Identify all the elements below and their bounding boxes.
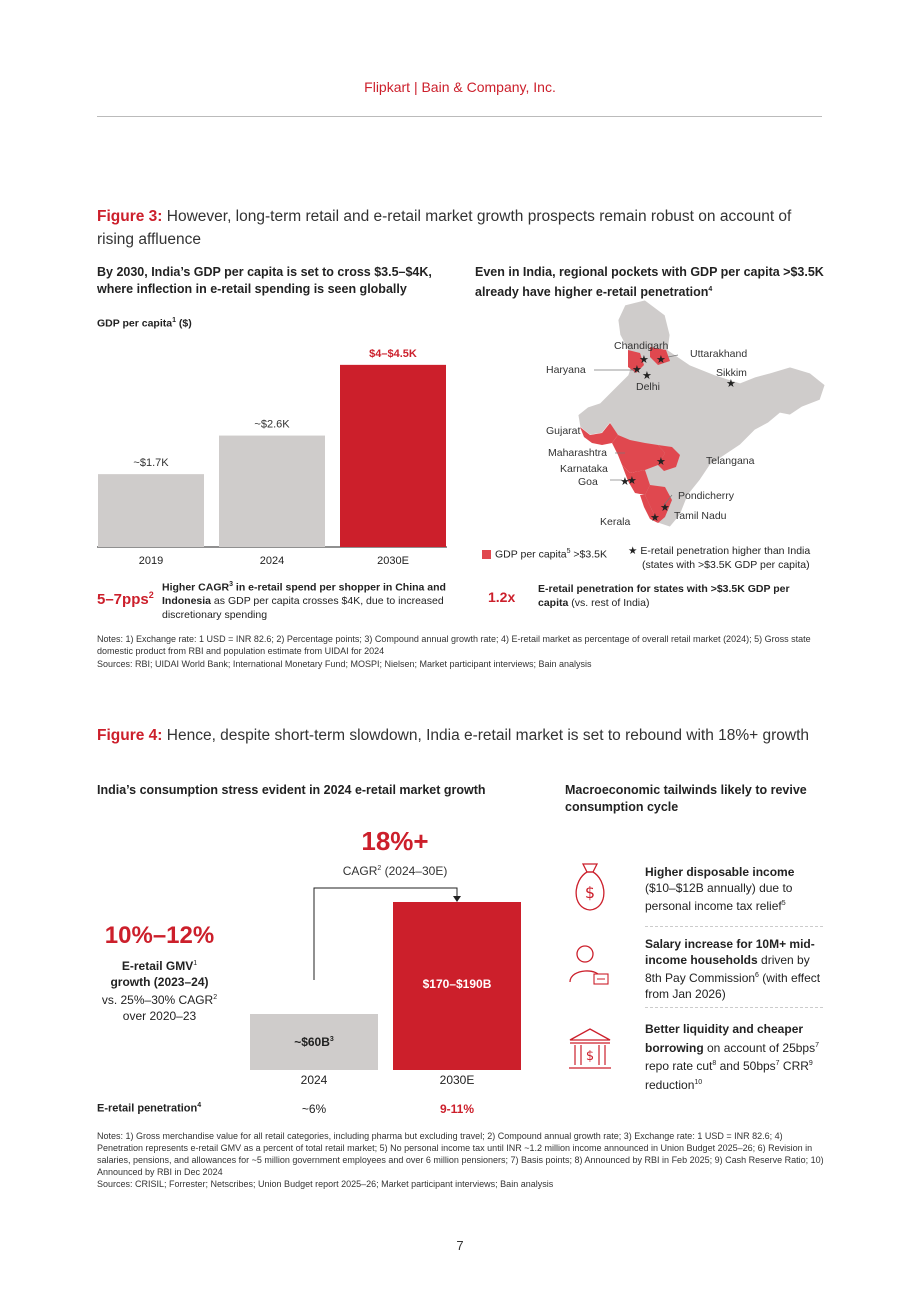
label-delhi: Delhi — [636, 381, 660, 393]
gmv-category-label: 2024 — [300, 1073, 328, 1085]
gdp-bar-label: ~$1.7K — [133, 457, 169, 470]
svg-text:$: $ — [585, 1049, 595, 1064]
svg-text:$: $ — [584, 883, 596, 902]
cagr-callout-bold2: in e-retail spend per shopper in China and Indonesia — [162, 581, 446, 607]
cagr-callout-bold: Higher CAGR — [162, 581, 230, 594]
tailwind-liquidity-rest2: repo rate cut — [645, 1059, 713, 1073]
gmv-bar-label-sup: 3 — [329, 1036, 334, 1043]
gdp-category-label: 2024 — [259, 555, 285, 567]
gdp-axis-label-sup: 1 — [172, 317, 176, 324]
figure3-sources: Sources: RBI; UIDAI World Bank; International Monetary Fund; MOSPI; Nielsen; Market participant interviews; Bain analysis — [97, 659, 592, 669]
penetration-label-sup: 4 — [197, 1102, 202, 1109]
tailwind-salary — [645, 937, 825, 1002]
person-salary-icon — [568, 942, 614, 988]
figure3-title-text: However, long-term retail and e-retail market growth prospects remain robust on account of rising affluence — [97, 208, 792, 248]
figure4-title-text: Hence, despite short-term slowdown, India e-retail market is set to rebound with 18%+ growth — [166, 727, 810, 744]
legend-star-text: E-retail penetration higher than India (states with >$3.5K GDP per capita) — [640, 545, 811, 571]
tailwind-liquidity-rest5: reduction — [645, 1077, 695, 1092]
figure3-label: Figure 3: — [97, 208, 163, 225]
cagr-callout-value — [97, 590, 154, 608]
map-callout-value: 1.2x — [488, 589, 516, 605]
figure4-notes: Notes: 1) Gross merchandise value for all retail categories, including pharma but excluding travel; 2) Compound annual growth rate; 3) Exchange rate: 1 USD = INR 82.6; 4) Penetration represents e-retail GMV as a percent of total retail market; 5) No personal income tax until INR ~1.2 million income announced in Union Budget 2025–26; 6) Revision in salaries, pensions, and allowances for ~5 million government employees and over 6 million pensioners; 7) Basis points; 8) Announced by RBI in Feb 2025; 9) Cash Reserve Ratio; 10) Announced by RBI in Dec 2024 — [97, 1131, 824, 1177]
figure3-right-heading-sup: 4 — [708, 286, 713, 293]
tailwind-liquidity-sup: 7 — [815, 1041, 819, 1049]
cagr-callout-sup: 2 — [148, 590, 154, 600]
tailwind-liquidity-rest3: and 50bps — [716, 1059, 776, 1073]
gdp-bar-label: ~$2.6K — [254, 418, 290, 431]
star-goa: ★ — [627, 474, 637, 487]
growth-label-3-sup: 2 — [213, 994, 218, 1001]
cagr-value: 18%+ — [361, 826, 429, 856]
tailwind-divider-1 — [645, 926, 823, 927]
page-number: 7 — [456, 1238, 464, 1253]
gdp-bar — [219, 436, 325, 547]
tailwind-salary-rest: driven by 8th Pay Commission — [645, 952, 810, 985]
header-divider — [97, 116, 822, 117]
tailwind-income-sup: 5 — [781, 900, 786, 907]
penetration-label-text: E-retail penetration — [97, 1102, 198, 1115]
legend-gdp-swatch — [482, 550, 491, 559]
growth-label-1-sup: 1 — [193, 960, 198, 967]
penetration-2024: ~6% — [301, 1102, 327, 1116]
label-karnataka: Karnataka — [560, 463, 608, 475]
gmv-bar-label: $170–$190B — [422, 977, 492, 991]
tailwind-liquidity-rest4: CRR — [779, 1059, 809, 1073]
cagr-callout-rest: as GDP per capita crosses $4K, due to increased discretionary spending — [162, 595, 444, 621]
star-tamil-nadu: ★ — [650, 511, 660, 524]
tailwind-income-bold: Higher disposable income — [645, 865, 795, 879]
legend-star — [628, 545, 828, 572]
tailwind-liquidity — [645, 1022, 825, 1093]
cagr-label-period: (2024–30E) — [381, 864, 448, 878]
legend-star-icon: ★ — [628, 545, 641, 557]
india-map — [540, 295, 830, 545]
figure3-title — [97, 205, 827, 251]
legend-gdp-rest: >$3.5K — [570, 548, 607, 561]
figure3-right-heading-text: Even in India, regional pockets with GDP per capita >$3.5K already have higher e-retail penetration — [475, 265, 824, 300]
figure4-label: Figure 4: — [97, 727, 163, 744]
growth-label-4: over 2020–23 — [122, 1008, 197, 1023]
penetration-2030: 9-11% — [439, 1102, 475, 1116]
label-maharashtra: Maharashtra — [548, 447, 607, 459]
tailwind-liquidity-rest: on account of 25bps — [703, 1040, 816, 1055]
gmv-bar-label: $\sim\$60B^3$ — [294, 1035, 334, 1049]
tailwind-income — [645, 865, 825, 915]
label-kerala: Kerala — [600, 516, 631, 528]
growth-label — [97, 956, 222, 1024]
tailwind-income-rest: ($10–$12B annually) due to personal income tax relief — [645, 880, 793, 913]
label-goa: Goa — [578, 476, 598, 488]
cagr-arrow — [453, 896, 461, 902]
figure4-title — [97, 724, 827, 747]
growth-label-1: E-retail GMV — [121, 959, 194, 973]
legend-gdp — [482, 545, 632, 562]
figure4-left-heading: India’s consumption stress evident in 2024 e-retail market growth — [97, 783, 486, 797]
map-callout-text — [538, 583, 820, 610]
cagr-callout-bold-sup: 3 — [229, 581, 233, 588]
label-haryana: Haryana — [546, 364, 586, 376]
gdp-bar — [98, 474, 204, 547]
label-sikkim: Sikkim — [716, 367, 747, 379]
gmv-category-label: 2030E — [439, 1073, 475, 1085]
gdp-bar-label: $4–$4.5K — [369, 347, 417, 360]
growth-value: 10%–12% — [104, 922, 215, 949]
label-gujarat: Gujarat — [546, 425, 581, 437]
cagr-label-sup: 2 — [377, 865, 382, 872]
star-sikkim: ★ — [726, 377, 736, 390]
label-tamil-nadu: Tamil Nadu — [674, 510, 727, 522]
map-callout-bold: E-retail penetration for states with >$3.5K GDP per capita — [538, 583, 790, 609]
tailwind-salary-rest2: (with effect from Jan 2026) — [645, 971, 821, 1001]
gdp-axis-label-unit: ($) — [176, 317, 192, 330]
label-telangana: Telangana — [706, 455, 755, 467]
gdp-bar — [340, 365, 446, 547]
figure4-sources: Sources: CRISIL; Forrester; Netscribes; Union Budget report 2025–26; Market participant interviews; Bain analysis — [97, 1179, 554, 1189]
gdp-category-label: 2030E — [377, 555, 409, 567]
star-uttarakhand: ★ — [656, 353, 666, 366]
gdp-axis-label-main: GDP per capita — [97, 317, 173, 330]
tailwind-liquidity-sup2: 8 — [712, 1060, 717, 1067]
tailwind-salary-sup: 6 — [755, 972, 759, 979]
cagr-callout-text — [162, 578, 447, 622]
cagr-label — [300, 864, 490, 878]
label-uttarakhand: Uttarakhand — [690, 348, 748, 360]
tailwind-liquidity-sup5: 10 — [694, 1078, 703, 1086]
cagr-label-text: CAGR — [342, 864, 378, 878]
penetration-label — [97, 1102, 201, 1115]
gdp-bar-chart — [97, 330, 447, 570]
star-chandigarh: ★ — [639, 353, 649, 366]
tailwind-liquidity-sup3: 7 — [775, 1060, 780, 1067]
tailwind-liquidity-sup4: 9 — [808, 1060, 813, 1067]
growth-label-3: vs. 25%–30% CAGR — [101, 993, 214, 1007]
label-chandigarh: Chandigarh — [614, 340, 669, 352]
star-telangana: ★ — [656, 455, 666, 468]
tailwind-salary-bold: Salary increase for 10M+ mid-income households — [645, 937, 815, 967]
cagr-callout-number: 5–7pps — [97, 591, 149, 608]
gdp-axis-label — [97, 317, 192, 330]
money-bag-icon — [565, 858, 615, 916]
star-karnataka: ★ — [620, 475, 630, 488]
legend-gdp-text: GDP per capita — [495, 548, 567, 561]
figure3-left-heading: By 2030, India’s GDP per capita is set to cross $3.5–$4K, where inflection in e-retail spending is seen globally — [97, 265, 432, 296]
figure3-notes: Notes: 1) Exchange rate: 1 USD = INR 82.6; 2) Percentage points; 3) Compound annual growth rate; 4) E-retail market as percentage of overall retail market (2024); 5) Gross state domestic product from RBI and population estimate from UIDAI for 2024 — [97, 634, 811, 656]
tailwind-divider-2 — [645, 1007, 823, 1008]
star-haryana: ★ — [632, 363, 642, 376]
map-callout-rest: (vs. rest of India) — [568, 596, 650, 609]
growth-label-2: growth (2023–24) — [110, 974, 209, 989]
bank-icon — [565, 1025, 615, 1075]
label-pondicherry: Pondicherry — [678, 490, 735, 502]
star-delhi: ★ — [642, 369, 652, 382]
legend-gdp-sup: 5 — [566, 548, 571, 555]
tailwind-liquidity-bold: Better liquidity and cheaper borrowing — [645, 1022, 804, 1055]
page-header: Flipkart | Bain & Company, Inc. — [364, 79, 556, 95]
figure4-right-heading: Macroeconomic tailwinds likely to revive consumption cycle — [565, 783, 807, 814]
star-pondicherry: ★ — [660, 501, 670, 514]
gmv-bar-chart — [240, 880, 530, 1085]
gdp-category-label: 2019 — [138, 555, 164, 567]
